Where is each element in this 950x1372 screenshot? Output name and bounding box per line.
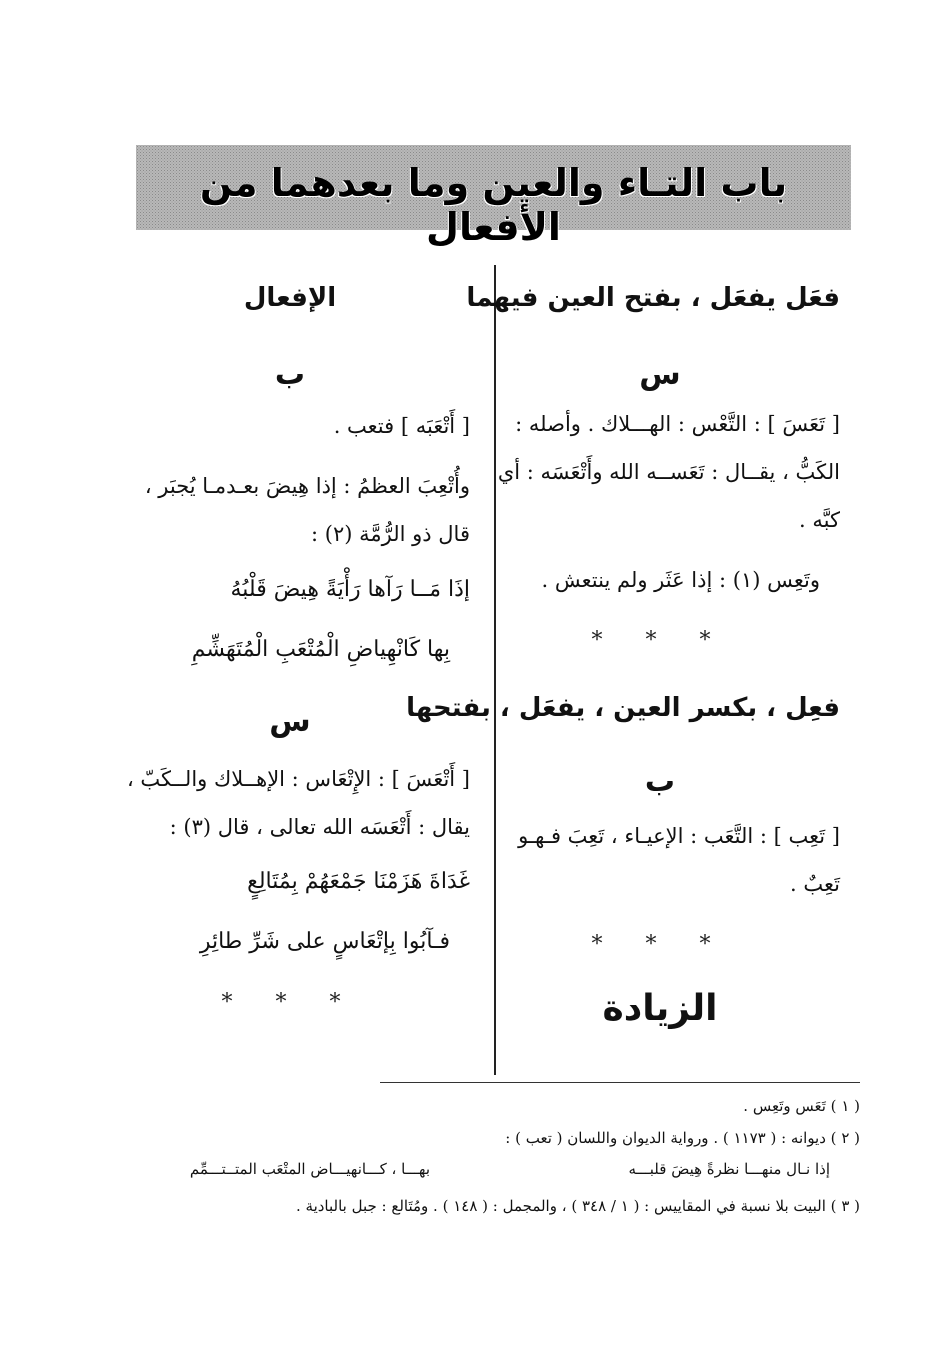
entry-line: [ أَتْعَسَ ] : الإِتْعَاس : الإهــلاك والــكَبّ ، — [126, 767, 470, 791]
letter-heading-sin: س — [639, 357, 681, 392]
separator-stars: * * * — [591, 628, 729, 653]
footnote-2-verse-first-half: إذا نـال منهـــا نظرةً هِيضَ قلبـــه — [628, 1160, 830, 1178]
letter-heading-ba: ب — [644, 764, 676, 799]
entry-line: كبَّه . — [799, 508, 840, 532]
entry-at3asa — [110, 755, 470, 851]
entry-at3abahu: [ أَتْعَبَه ] فتعب . — [333, 414, 470, 438]
title-banner — [136, 145, 851, 249]
chapter-title: باب التـاء والعين وما بعدهما من الأفعال — [199, 161, 788, 249]
footnote-3: ( ٣ ) البيت بلا نسبة في المقاييس : ( ١ / ٣٤٨ ) ، والمجمل : ( ١٤٨ ) . ومُتَالع : جبل بالبادية . — [296, 1197, 860, 1215]
section-heading-ziyada: الزيادة — [602, 988, 718, 1029]
letter-heading-ba: ب — [274, 357, 306, 392]
verse-line: غَدَاةَ هَزَمْنَا جَمْعَهُمْ بِمُتَالِعٍ — [247, 869, 470, 894]
separator-stars: * * * — [221, 990, 359, 1015]
entry-line: [ تَعِب ] : التَّعَب : الإعيـاء ، تَعِبَ فـهـو — [518, 824, 840, 848]
entry-ta3is: وتَعِس (١) : إذا عَثَر ولم ينتعش . — [541, 568, 820, 592]
footnote-2-verse-second-half: بهـــا ، كـــانهيـــاض المتْعَب المتــتـــمِّم — [189, 1160, 430, 1178]
letter-heading-sin: س — [269, 704, 311, 739]
separator-stars: * * * — [591, 932, 729, 957]
entry-line: تَعِبٌ . — [790, 872, 840, 896]
verse-line: إذَا مَــا رَآها رَأْيَةً هِيضَ قَلْبُهُ — [230, 577, 470, 602]
entry-ut3iba — [110, 462, 470, 558]
entry-line: يقال : أَتْعَسَه الله تعالى ، قال (٣) : — [169, 815, 470, 839]
entry-line: الكَبُّ ، يقــال : تَعَســه الله وأَتْعَسَه : أي — [497, 460, 840, 484]
verse-line: فـآبُوا بِإتْعَاسٍ على شَرِّ طائِرِ — [199, 929, 450, 954]
verse-line: بِها كَانْهِياضِ الْمُتْعَبِ الْمُتَهَشِّمِ — [191, 637, 450, 662]
entry-ta3asa — [480, 400, 840, 544]
footnote-1: ( ١ ) تَعَس وتَعِس . — [743, 1097, 860, 1115]
section-heading-fa3il: فعِل ، بكسر العين ، يفعَل ، بفتحها — [406, 693, 840, 723]
section-heading-if3al: الإفعال — [243, 283, 337, 313]
entry-line: [ تَعَسَ ] : التَّعْس : الهـــلاك . وأصله : — [515, 412, 840, 436]
entry-line: قال ذو الرُّمَّة (٢) : — [311, 522, 470, 546]
section-heading-fa3al: فعَل يفعَل ، بفتح العين فيهما — [466, 283, 840, 313]
entry-ta3ib — [480, 812, 840, 908]
footnote-rule — [380, 1082, 860, 1083]
entry-line: وأُتْعِبَ العظمُ : إذا هِيضَ بعـدمـا يُجبَر ، — [144, 474, 470, 498]
footnote-2: ( ٢ ) ديوانه : ( ١١٧٣ ) . ورواية الديوان واللسان ( تعب ) : — [505, 1129, 860, 1147]
